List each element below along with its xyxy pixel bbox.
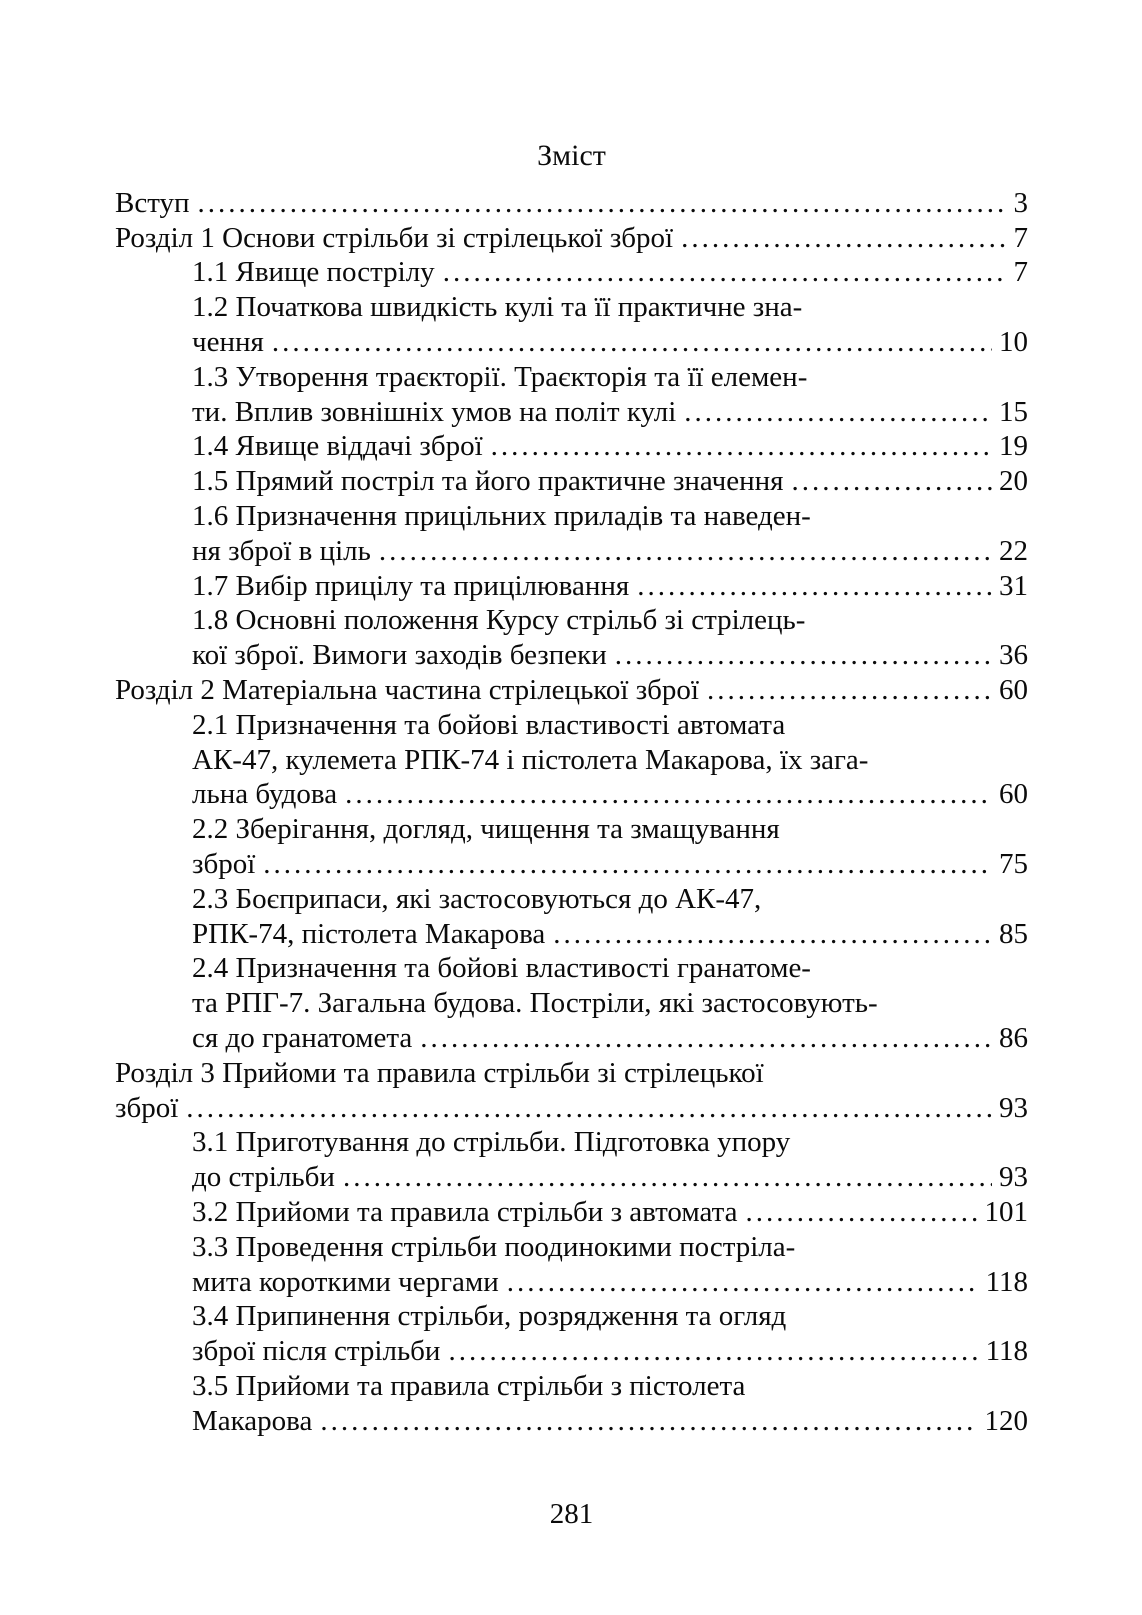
toc-entry-text: 2.4 Призначення та бойові властивості гранатоме- <box>192 952 811 985</box>
toc-line-rozdil-2-0 <box>115 673 1028 708</box>
toc-entry-text: 3.1 Приготування до стрільби. Підготовка упору <box>192 1126 791 1159</box>
toc-line-sec-2-2-1 <box>115 847 1028 882</box>
dot-leader <box>379 534 992 569</box>
toc-line-sec-3-1-1 <box>115 1160 1028 1195</box>
toc-line-sec-3-4-0 <box>115 1299 1028 1334</box>
toc-entry-text: ти. Вплив зовнішніх умов на політ кулі <box>192 395 677 428</box>
toc-entry-text: мита короткими чергами <box>192 1265 499 1298</box>
toc-line-sec-3-5-1 <box>115 1404 1028 1439</box>
toc-line-sec-2-4-0 <box>115 951 1028 986</box>
dot-leader <box>198 186 1007 221</box>
toc-page-number: 93 <box>999 1091 1028 1124</box>
dot-leader <box>186 1091 992 1126</box>
toc-entry-text: АК-47, кулемета РПК-74 і пістолета Макарова, їх зага- <box>192 743 869 776</box>
toc-entry-text: 3.5 Прийоми та правила стрільби з пістолета <box>192 1369 746 1402</box>
toc-entries <box>115 186 1028 1439</box>
toc-entry-text: 1.5 Прямий постріл та його практичне значення <box>192 465 784 498</box>
toc-page-number: 20 <box>999 465 1028 498</box>
toc-line-sec-3-2-0 <box>115 1195 1028 1230</box>
toc-page-number: 60 <box>999 778 1028 811</box>
toc-entry-text: чення <box>192 325 264 358</box>
toc-line-sec-2-2-0 <box>115 812 1028 847</box>
toc-entry-text: зброї <box>115 1091 179 1124</box>
toc-page-number: 118 <box>985 1335 1028 1368</box>
toc-entry-text: Розділ 3 Прийоми та правила стрільби зі стрілецької <box>115 1056 764 1089</box>
toc-page-number: 3 <box>1013 186 1028 219</box>
toc-entry-text: 3.2 Прийоми та правила стрільби з автомата <box>192 1195 738 1228</box>
toc-line-sec-3-3-1 <box>115 1265 1028 1300</box>
toc-entry-text: Вступ <box>115 186 190 219</box>
toc-entry-text: 2.1 Призначення та бойові властивості автомата <box>192 708 786 741</box>
toc-line-sec-2-1-0 <box>115 708 1028 743</box>
toc-entry-text: 2.2 Зберігання, догляд, чищення та змащування <box>192 813 780 846</box>
toc-line-sec-1-4-0 <box>115 429 1028 464</box>
toc-line-sec-1-3-1 <box>115 395 1028 430</box>
toc-line-vstup-0 <box>115 186 1028 221</box>
toc-entry-text: 1.2 Початкова швидкість кулі та її практичне зна- <box>192 291 803 324</box>
dot-leader <box>681 221 1006 256</box>
toc-entry-text: РПК-74, пістолета Макарова <box>192 917 546 950</box>
toc-entry-text: 3.3 Проведення стрільби поодинокими постріла- <box>192 1230 796 1263</box>
toc-page-number: 7 <box>1013 221 1028 254</box>
toc-entry-text: 2.3 Боєприпаси, які застосовуються до АК-47, <box>192 882 762 915</box>
toc-line-sec-1-2-0 <box>115 290 1028 325</box>
toc-line-sec-3-3-0 <box>115 1230 1028 1265</box>
footer-page-number: 281 <box>549 1498 594 1530</box>
toc-entry-text: 1.3 Утворення траєкторії. Траєкторія та її елемен- <box>192 360 808 393</box>
dot-leader <box>553 917 992 952</box>
toc-page-number: 85 <box>999 917 1028 950</box>
toc-page-number: 10 <box>999 325 1028 358</box>
toc-line-sec-1-1-0 <box>115 255 1028 290</box>
toc-line-sec-1-5-0 <box>115 464 1028 499</box>
toc-page-number: 60 <box>999 673 1028 706</box>
dot-leader <box>345 777 992 812</box>
toc-page-number: 86 <box>999 1021 1028 1054</box>
dot-leader <box>263 847 992 882</box>
dot-leader <box>707 673 992 708</box>
toc-entry-text: кої зброї. Вимоги заходів безпеки <box>192 639 607 672</box>
dot-leader <box>343 1160 992 1195</box>
toc-line-rozdil-1-0 <box>115 221 1028 256</box>
toc-page-number: 120 <box>984 1404 1028 1437</box>
toc-entry-text: зброї <box>192 847 256 880</box>
dot-leader <box>272 325 992 360</box>
toc <box>115 139 1028 1438</box>
page-title: Зміст <box>537 139 606 172</box>
toc-page-number: 7 <box>1013 256 1028 289</box>
toc-page-number: 75 <box>999 847 1028 880</box>
dot-leader <box>320 1404 977 1439</box>
toc-line-sec-1-3-0 <box>115 360 1028 395</box>
toc-entry-text: льна будова <box>192 778 338 811</box>
toc-page-number: 101 <box>984 1195 1028 1228</box>
dot-leader <box>420 1021 992 1056</box>
toc-entry-text: зброї після стрільби <box>192 1335 441 1368</box>
toc-line-sec-1-8-1 <box>115 638 1028 673</box>
toc-line-sec-2-4-2 <box>115 1021 1028 1056</box>
toc-entry-text: ня зброї в ціль <box>192 534 371 567</box>
toc-page-number: 36 <box>999 639 1028 672</box>
toc-line-sec-1-6-1 <box>115 534 1028 569</box>
dot-leader <box>507 1265 979 1300</box>
toc-line-sec-1-6-0 <box>115 499 1028 534</box>
toc-line-sec-2-3-1 <box>115 917 1028 952</box>
toc-line-rozdil-3-0 <box>115 1056 1028 1091</box>
dot-leader <box>491 429 992 464</box>
toc-page-number: 22 <box>999 534 1028 567</box>
toc-line-rozdil-3-1 <box>115 1091 1028 1126</box>
toc-line-sec-2-1-2 <box>115 777 1028 812</box>
dot-leader <box>791 464 992 499</box>
toc-line-sec-1-8-0 <box>115 603 1028 638</box>
dot-leader <box>637 569 992 604</box>
toc-page-number: 19 <box>999 430 1028 463</box>
toc-line-sec-3-5-0 <box>115 1369 1028 1404</box>
toc-entry-text: 1.6 Призначення прицільних приладів та наведен- <box>192 499 811 532</box>
dot-leader <box>443 255 1007 290</box>
toc-entry-text: Макарова <box>192 1404 313 1437</box>
dot-leader <box>448 1334 978 1369</box>
toc-line-sec-2-3-0 <box>115 882 1028 917</box>
toc-entry-text: 1.8 Основні положення Курсу стрільб зі стрілець- <box>192 604 806 637</box>
toc-entry-text: та РПГ-7. Загальна будова. Постріли, які застосовують- <box>192 987 878 1020</box>
toc-entry-text: до стрільби <box>192 1161 335 1194</box>
toc-line-sec-1-7-0 <box>115 569 1028 604</box>
toc-line-sec-1-2-1 <box>115 325 1028 360</box>
toc-line-sec-2-4-1 <box>115 986 1028 1021</box>
dot-leader <box>684 395 992 430</box>
toc-page-number: 118 <box>985 1265 1028 1298</box>
toc-entry-text: 1.4 Явище віддачі зброї <box>192 430 483 463</box>
dot-leader <box>746 1195 978 1230</box>
toc-line-sec-3-4-1 <box>115 1334 1028 1369</box>
toc-entry-text: Розділ 1 Основи стрільби зі стрілецької зброї <box>115 221 674 254</box>
toc-line-sec-3-1-0 <box>115 1125 1028 1160</box>
toc-entry-text: 1.7 Вибір прицілу та прицілювання <box>192 569 630 602</box>
toc-entry-text: Розділ 2 Матеріальна частина стрілецької зброї <box>115 673 699 706</box>
toc-entry-text: ся до гранатомета <box>192 1021 413 1054</box>
toc-page-number: 31 <box>999 569 1028 602</box>
toc-line-sec-2-1-1 <box>115 743 1028 778</box>
toc-entry-text: 3.4 Припинення стрільби, розрядження та огляд <box>192 1300 787 1333</box>
toc-page-number: 15 <box>999 395 1028 428</box>
dot-leader <box>615 638 992 673</box>
toc-entry-text: 1.1 Явище пострілу <box>192 256 435 289</box>
toc-page-number: 93 <box>999 1161 1028 1194</box>
